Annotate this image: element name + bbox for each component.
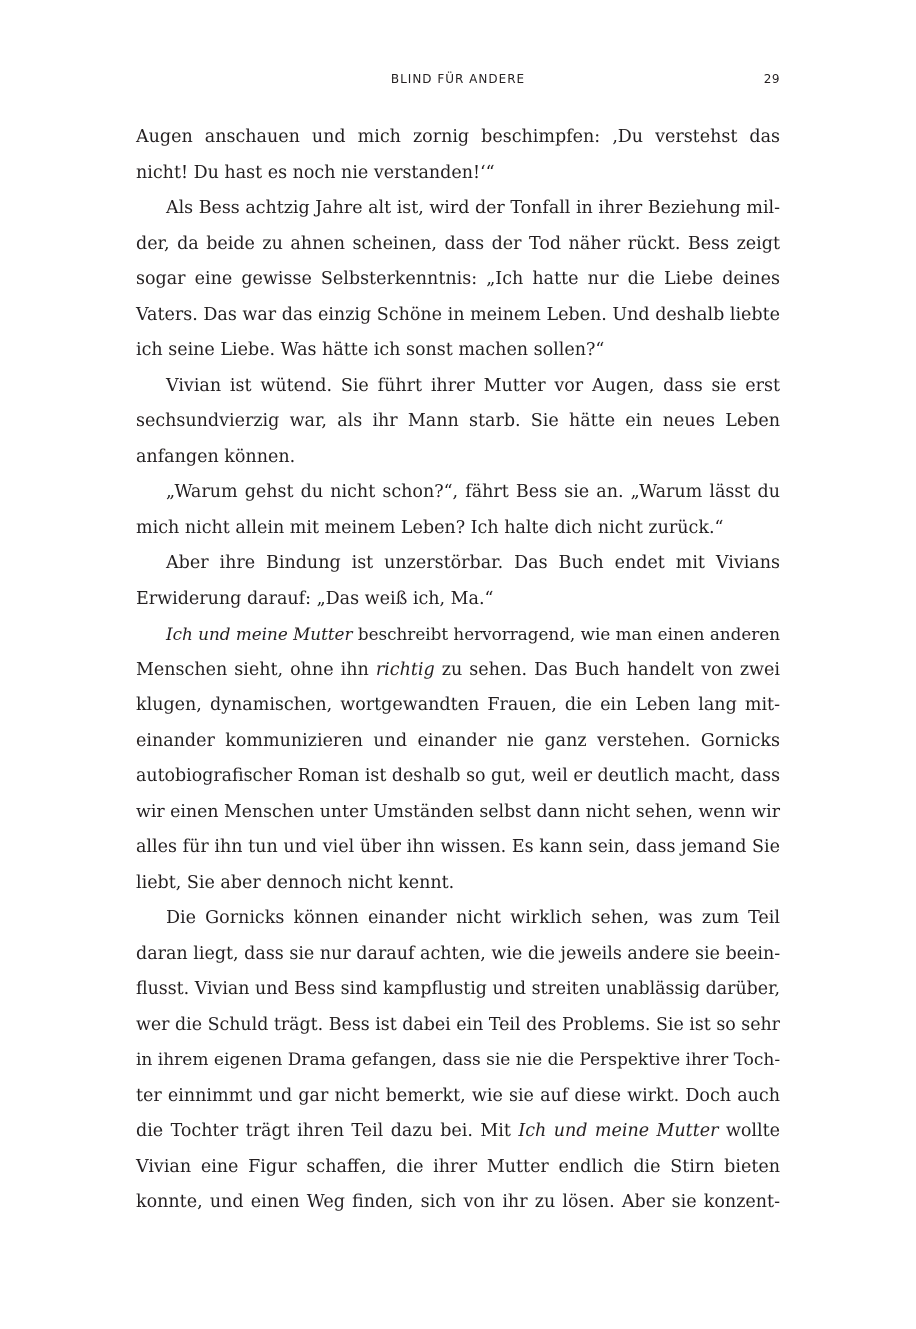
text-line: sechsundvierzig war, als ihr Mann starb. Sie hätte ein neues Leben [136, 411, 780, 431]
text-line: Als Bess achtzig Jahre alt ist, wird der Tonfall in ihrer Beziehung mil- [166, 198, 780, 218]
text-line: wer die Schuld trägt. Bess ist dabei ein Teil des Problems. Sie ist so sehr [136, 1014, 780, 1035]
text-line: Vivian eine Figur schaffen, die ihrer Mutter endlich die Stirn bieten [136, 1156, 780, 1177]
text-line: flusst. Vivian und Bess sind kampflustig und streiten unablässig darüber, [136, 979, 780, 999]
page-number: 29 [763, 72, 780, 86]
text-line [136, 617, 780, 653]
running-head [136, 72, 780, 92]
text-line: Augen anschauen und mich zornig beschimpfen: ‚Du verstehst das [136, 127, 780, 147]
text-line: der, da beide zu ahnen scheinen, dass der Tod näher rückt. Bess zeigt [136, 233, 780, 254]
text-line: anfangen können. [136, 446, 296, 467]
book-title-italic: Ich und meine Mutter [518, 1121, 719, 1141]
paragraph [136, 546, 780, 617]
text-fragment: die Tochter trägt ihren Teil dazu bei. Mit [136, 1121, 519, 1141]
body-text [136, 120, 780, 1221]
text-line: sogar eine gewisse Selbsterkenntnis: „Ich hatte nur die Liebe deines [136, 269, 780, 289]
text-fragment: wollte [718, 1121, 780, 1141]
paragraph [136, 191, 780, 369]
paragraph [136, 617, 780, 901]
text-fragment: beschreibt hervorragend, wie man einen anderen [352, 624, 781, 644]
emphasis-italic: richtig [375, 659, 435, 680]
text-line: Aber ihre Bindung ist unzerstörbar. Das Buch endet mit Vivians [166, 553, 780, 573]
text-fragment: zu sehen. Das Buch handelt von zwei [434, 659, 780, 680]
text-line: klugen, dynamischen, wortgewandten Frauen, die ein Leben lang mit- [136, 695, 780, 715]
text-line: Vaters. Das war das einzig Schöne in meinem Leben. Und deshalb liebte [136, 304, 780, 325]
text-line: Vivian ist wütend. Sie führt ihrer Mutter vor Augen, dass sie erst [166, 375, 780, 396]
text-line [136, 1114, 780, 1150]
book-title-italic: Ich und meine Mutter [166, 624, 353, 644]
text-line: wir einen Menschen unter Umständen selbst dann nicht sehen, wenn wir [136, 801, 780, 822]
text-line: konnte, und einen Weg finden, sich von ihr zu lösen. Aber sie konzent- [136, 1192, 780, 1212]
text-line: alles für ihn tun und viel über ihn wissen. Es kann sein, dass jemand Sie [136, 837, 780, 857]
running-title: BLIND FÜR ANDERE [390, 72, 526, 86]
paragraph [136, 475, 780, 546]
paragraph [136, 901, 780, 1221]
text-line: daran liegt, dass sie nur darauf achten, wie die jeweils andere sie beein- [136, 943, 781, 964]
text-line [136, 653, 780, 689]
text-line: mich nicht allein mit meinem Leben? Ich halte dich nicht zurück.“ [136, 517, 724, 538]
text-line: einander kommunizieren und einander nie ganz verstehen. Gornicks [136, 730, 780, 751]
paragraph [136, 120, 780, 191]
text-line: „Warum gehst du nicht schon?“, fährt Bess sie an. „Warum lässt du [166, 482, 780, 502]
text-line: liebt, Sie aber dennoch nicht kennt. [136, 872, 455, 893]
text-fragment: Menschen sieht, ohne ihn [136, 659, 376, 680]
text-line: autobiografischer Roman ist deshalb so gut, weil er deutlich macht, dass [136, 766, 780, 786]
paragraph [136, 369, 780, 476]
text-line: Die Gornicks können einander nicht wirklich sehen, was zum Teil [166, 908, 780, 928]
text-line: in ihrem eigenen Drama gefangen, dass sie nie die Perspektive ihrer Toch- [136, 1050, 781, 1070]
text-line: Erwiderung darauf: „Das weiß ich, Ma.“ [136, 588, 494, 609]
text-line: nicht! Du hast es noch nie verstanden!‘“ [136, 162, 495, 183]
text-line: ich seine Liebe. Was hätte ich sonst machen sollen?“ [136, 340, 605, 360]
text-line: ter einnimmt und gar nicht bemerkt, wie sie auf diese wirkt. Doch auch [136, 1085, 780, 1106]
